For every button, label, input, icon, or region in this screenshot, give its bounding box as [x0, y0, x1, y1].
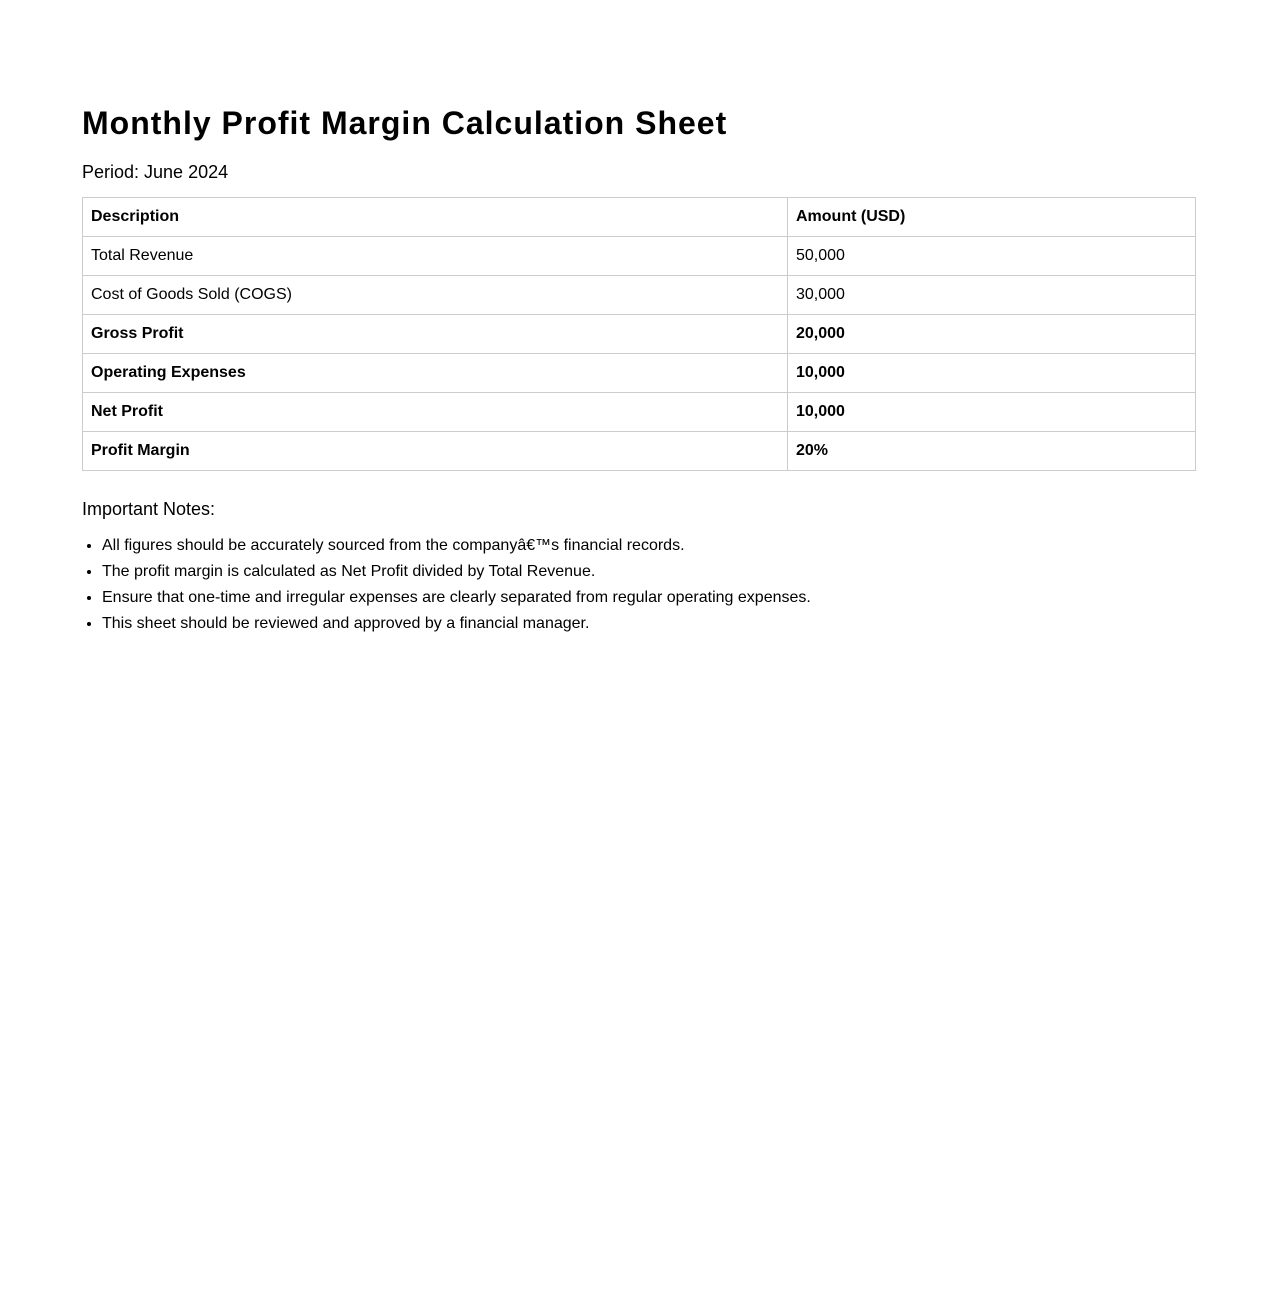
row-amount: 10,000 — [788, 393, 1196, 432]
table-row — [83, 393, 1196, 432]
row-description: Cost of Goods Sold (COGS) — [83, 276, 788, 315]
page-title: Monthly Profit Margin Calculation Sheet — [82, 105, 728, 141]
row-amount: 10,000 — [788, 354, 1196, 393]
column-header-amount: Amount (USD) — [788, 198, 1196, 237]
row-amount: 20% — [788, 432, 1196, 471]
document-page — [0, 0, 1278, 637]
row-description: Total Revenue — [83, 237, 788, 276]
period-label: Period: June 2024 — [82, 162, 229, 182]
column-header-description: Description — [83, 198, 788, 237]
row-amount: 30,000 — [788, 276, 1196, 315]
notes-list — [82, 533, 1196, 637]
row-description: Net Profit — [83, 393, 788, 432]
table-row — [83, 354, 1196, 393]
row-description: Gross Profit — [83, 315, 788, 354]
notes-heading: Important Notes: — [82, 499, 216, 519]
row-description: Profit Margin — [83, 432, 788, 471]
row-amount: 20,000 — [788, 315, 1196, 354]
note-item: • All figures should be accurately sourced from the companyâ€™s financial records. — [102, 533, 1196, 559]
row-description: Operating Expenses — [83, 354, 788, 393]
profit-margin-table — [82, 197, 1196, 471]
table-row — [83, 315, 1196, 354]
table-row — [83, 432, 1196, 471]
table-row — [83, 237, 1196, 276]
note-item: • Ensure that one-time and irregular expenses are clearly separated from regular operating expenses. — [102, 585, 1196, 611]
row-amount: 50,000 — [788, 237, 1196, 276]
note-item: • The profit margin is calculated as Net Profit divided by Total Revenue. — [102, 559, 1196, 585]
table-row — [83, 276, 1196, 315]
table-header-row — [83, 198, 1196, 237]
note-item: • This sheet should be reviewed and approved by a financial manager. — [102, 611, 1196, 637]
